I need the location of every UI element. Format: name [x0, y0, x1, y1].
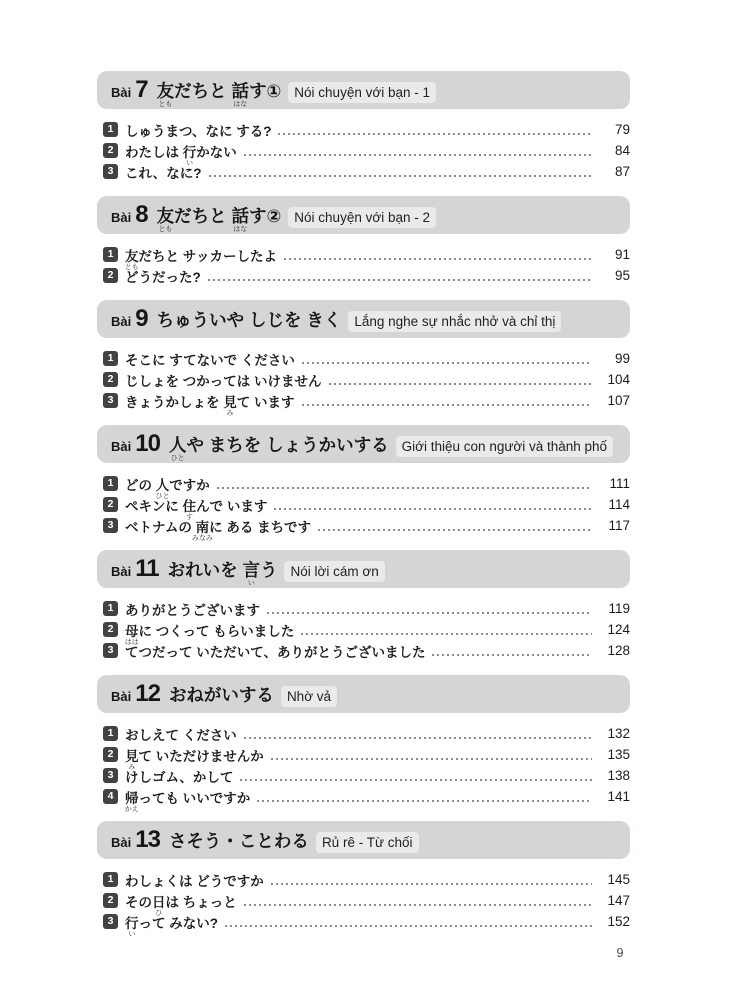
- lesson-number: 9: [135, 305, 148, 332]
- kanji-with-furigana: 日 ひ: [152, 894, 166, 918]
- kanji-with-furigana: 母 はは: [124, 623, 139, 647]
- entry-number-badge: 2: [103, 268, 118, 283]
- lesson-section: [97, 821, 630, 939]
- entry-title: じしょを つかっては いけません: [125, 373, 322, 389]
- entry-title: ペキンに 住 す んで います: [125, 498, 268, 522]
- dotted-leader: [274, 508, 592, 510]
- entry-number-badge: 1: [103, 122, 118, 137]
- furigana: はは: [124, 639, 139, 647]
- kanji-with-furigana: 帰 かえ: [124, 790, 139, 814]
- dotted-leader: [271, 758, 592, 760]
- lesson-title-japanese: ちゅういや しじを きく: [156, 310, 342, 330]
- lesson-number: 11: [135, 555, 159, 582]
- lesson-label: Bài: [111, 689, 132, 704]
- lesson-header-bar: [97, 675, 630, 713]
- dotted-leader: [208, 279, 592, 281]
- lesson-label: Bài: [111, 564, 132, 579]
- entry-page-number: 91: [614, 247, 630, 262]
- entry-title: そこに すてないで ください: [125, 352, 295, 368]
- toc-entry: [97, 390, 630, 418]
- toc-entry: [97, 515, 630, 543]
- lesson-label: Bài: [111, 314, 132, 329]
- entry-page-number: 119: [608, 601, 630, 616]
- kanji-with-furigana: 行 い: [182, 144, 197, 168]
- dotted-leader: [318, 529, 592, 531]
- lesson-section: [97, 300, 630, 418]
- kanji-with-furigana: 見 み: [125, 748, 139, 772]
- kanji-with-furigana: 見 み: [223, 394, 237, 418]
- lesson-item-list: [97, 473, 630, 543]
- entry-page-number: 145: [607, 872, 630, 887]
- lesson-item-list: [97, 348, 630, 418]
- lesson-item-list: [97, 244, 630, 286]
- dotted-leader: [244, 154, 592, 156]
- entry-page-number: 104: [607, 372, 630, 387]
- entry-number-badge: 3: [103, 164, 118, 179]
- entry-page-number: 114: [608, 497, 630, 512]
- lesson-number: 13: [135, 826, 160, 853]
- lesson-label: Bài: [111, 210, 132, 225]
- dotted-leader: [267, 612, 592, 614]
- entry-page-number: 117: [608, 518, 630, 533]
- kanji-with-furigana: 友 とも: [156, 206, 175, 234]
- entry-page-number: 135: [607, 747, 630, 762]
- toc-entry: [97, 244, 630, 272]
- lesson-header-bar: [97, 300, 630, 338]
- entry-page-number: 107: [607, 393, 630, 408]
- entry-page-number: 147: [607, 893, 630, 908]
- kanji-with-furigana: 人 ひと: [168, 435, 187, 463]
- kanji-with-furigana: 友 とも: [156, 81, 175, 109]
- entry-page-number: 95: [614, 268, 630, 283]
- toc-entry: [97, 598, 630, 619]
- entry-number-badge: 1: [103, 726, 118, 741]
- furigana: かえ: [124, 806, 139, 814]
- lesson-section: [97, 675, 630, 814]
- furigana: はな: [233, 226, 248, 234]
- toc-entry: [97, 765, 630, 786]
- toc-entry: [97, 744, 630, 772]
- toc-entry: [97, 265, 630, 286]
- toc-entry: [97, 911, 630, 939]
- lesson-number: 10: [135, 430, 160, 457]
- toc-entry: [97, 140, 630, 168]
- lesson-title-vietnamese: Rủ rê - Từ chối: [316, 832, 419, 853]
- furigana: い: [128, 931, 136, 939]
- entry-page-number: 87: [614, 164, 630, 179]
- toc-entry: [97, 619, 630, 647]
- entry-number-badge: 3: [103, 393, 118, 408]
- toc-entry: [97, 890, 630, 918]
- lesson-item-list: [97, 598, 630, 661]
- entry-page-number: 79: [614, 122, 630, 137]
- toc-entry: [97, 119, 630, 140]
- entry-number-badge: 3: [103, 643, 118, 658]
- entry-page-number: 132: [607, 726, 630, 741]
- entry-number-badge: 2: [103, 143, 118, 158]
- entry-page-number: 138: [607, 768, 630, 783]
- furigana: とも: [158, 226, 173, 234]
- dotted-leader: [432, 654, 592, 656]
- dotted-leader: [225, 925, 592, 927]
- dotted-leader: [209, 175, 592, 177]
- entry-page-number: 128: [607, 643, 630, 658]
- entry-number-badge: 1: [103, 476, 118, 491]
- toc-entry: [97, 786, 630, 814]
- furigana: み: [128, 764, 136, 772]
- entry-page-number: 99: [614, 351, 630, 366]
- entry-title: どの 人 ひと ですか: [125, 477, 210, 501]
- entry-number-badge: 1: [103, 247, 118, 262]
- dotted-leader: [271, 883, 592, 885]
- lesson-label: Bài: [111, 439, 132, 454]
- dotted-leader: [329, 383, 592, 385]
- lesson-title-vietnamese: Nói chuyện với bạn - 1: [288, 82, 436, 103]
- lesson-number: 8: [135, 201, 148, 228]
- entry-number-badge: 4: [103, 789, 118, 804]
- entry-number-badge: 2: [103, 893, 118, 908]
- lesson-title-vietnamese: Nhờ vả: [281, 686, 337, 707]
- entry-title: しゅうまつ、なに する?: [125, 123, 272, 139]
- toc-entry: [97, 348, 630, 369]
- entry-number-badge: 3: [103, 518, 118, 533]
- lesson-title-japanese: 友 とも だちと 話 はな す②: [156, 206, 282, 234]
- dotted-leader: [217, 487, 592, 489]
- kanji-with-furigana: 話 はな: [231, 206, 249, 234]
- lesson-title-vietnamese: Nói lời cám ơn: [284, 561, 384, 582]
- lesson-label: Bài: [111, 85, 132, 100]
- lesson-section: [97, 196, 630, 286]
- toc-entry: [97, 640, 630, 661]
- entry-page-number: 141: [607, 789, 630, 804]
- lesson-item-list: [97, 119, 630, 182]
- entry-title: どうだった?: [125, 269, 201, 285]
- lesson-title-japanese: 人 ひと や まちを しょうかいする: [168, 435, 389, 463]
- page-number: 9: [616, 946, 624, 960]
- lesson-header-bar: [97, 821, 630, 859]
- entry-title: これ、なに?: [125, 165, 202, 181]
- kanji-with-furigana: 言 い: [242, 560, 260, 588]
- lesson-title-vietnamese: Lắng nghe sự nhắc nhở và chỉ thị: [348, 311, 561, 332]
- lesson-header-bar: [97, 196, 630, 234]
- dotted-leader: [302, 404, 592, 406]
- lesson-header-bar: [97, 425, 630, 463]
- entry-number-badge: 3: [103, 768, 118, 783]
- furigana: い: [247, 580, 255, 588]
- furigana: とも: [124, 264, 139, 272]
- furigana: ひと: [155, 493, 170, 501]
- entry-title: おしえて ください: [125, 727, 237, 743]
- furigana: はな: [233, 101, 248, 109]
- kanji-with-furigana: 行 い: [125, 915, 139, 939]
- furigana: みなみ: [191, 535, 213, 543]
- lesson-title-japanese: 友 とも だちと 話 はな す①: [156, 81, 282, 109]
- furigana: ひ: [155, 910, 163, 918]
- toc-entry: [97, 869, 630, 890]
- lesson-title-japanese: おれいを 言 い う: [167, 560, 278, 588]
- entry-title: てつだって いただいて、ありがとうございました: [125, 644, 426, 660]
- entry-number-badge: 2: [103, 622, 118, 637]
- entry-number-badge: 2: [103, 372, 118, 387]
- entry-number-badge: 2: [103, 497, 118, 512]
- entry-title: わしょくは どうですか: [125, 873, 264, 889]
- entry-title: 行 い って みない?: [125, 915, 218, 939]
- lesson-item-list: [97, 723, 630, 814]
- entry-title: その日 ひ は ちょっと: [125, 894, 237, 918]
- lesson-label: Bài: [111, 835, 132, 850]
- kanji-with-furigana: 住 す: [182, 498, 197, 522]
- lesson-section: [97, 550, 630, 661]
- entry-number-badge: 3: [103, 914, 118, 929]
- dotted-leader: [244, 904, 592, 906]
- lesson-item-list: [97, 869, 630, 939]
- dotted-leader: [257, 800, 592, 802]
- entry-page-number: 152: [607, 914, 630, 929]
- furigana: ひと: [170, 455, 185, 463]
- kanji-with-furigana: 話 はな: [231, 81, 249, 109]
- entry-page-number: 111: [609, 476, 630, 491]
- entry-title: ベトナムの 南 みなみ に ある まちです: [125, 519, 311, 543]
- kanji-with-furigana: 友 とも: [124, 248, 139, 272]
- lesson-title-vietnamese: Giới thiệu con người và thành phố: [396, 436, 613, 457]
- furigana: み: [226, 410, 234, 418]
- toc-entry: [97, 494, 630, 522]
- dotted-leader: [301, 633, 592, 635]
- entry-title: 母 はは に つくって もらいました: [124, 623, 295, 647]
- toc-content: [97, 71, 630, 946]
- entry-title: 帰 かえ っても いいですか: [124, 790, 251, 814]
- lesson-header-bar: [97, 71, 630, 109]
- entry-page-number: 84: [614, 143, 630, 158]
- furigana: い: [186, 160, 194, 168]
- dotted-leader: [278, 133, 592, 135]
- entry-page-number: 124: [607, 622, 630, 637]
- lesson-number: 12: [135, 680, 160, 707]
- lesson-section: [97, 425, 630, 543]
- dotted-leader: [284, 258, 592, 260]
- entry-title: わたしは 行 い かない: [125, 144, 237, 168]
- dotted-leader: [244, 737, 592, 739]
- entry-number-badge: 1: [103, 872, 118, 887]
- entry-number-badge: 1: [103, 351, 118, 366]
- entry-title: ありがとうございます: [125, 602, 260, 618]
- toc-entry: [97, 723, 630, 744]
- toc-entry: [97, 161, 630, 182]
- furigana: とも: [158, 101, 173, 109]
- lesson-header-bar: [97, 550, 630, 588]
- dotted-leader: [302, 362, 592, 364]
- entry-title: きょうかしょを 見 み て います: [125, 394, 295, 418]
- lesson-number: 7: [135, 76, 148, 103]
- kanji-with-furigana: 人 ひと: [155, 477, 170, 501]
- furigana: す: [185, 514, 193, 522]
- entry-number-badge: 2: [103, 747, 118, 762]
- toc-entry: [97, 473, 630, 501]
- lesson-title-japanese: さそう・ことわる: [168, 831, 309, 851]
- dotted-leader: [240, 779, 592, 781]
- kanji-with-furigana: 南 みなみ: [191, 519, 213, 543]
- lesson-title-japanese: おねがいする: [168, 685, 274, 705]
- entry-title: 見 み て いただけませんか: [125, 748, 264, 772]
- entry-number-badge: 1: [103, 601, 118, 616]
- lesson-section: [97, 71, 630, 182]
- lesson-title-vietnamese: Nói chuyện với bạn - 2: [288, 207, 436, 228]
- toc-entry: [97, 369, 630, 390]
- entry-title: 友 とも だちと サッカーしたよ: [124, 248, 277, 272]
- entry-title: けしゴム、かして: [125, 769, 234, 785]
